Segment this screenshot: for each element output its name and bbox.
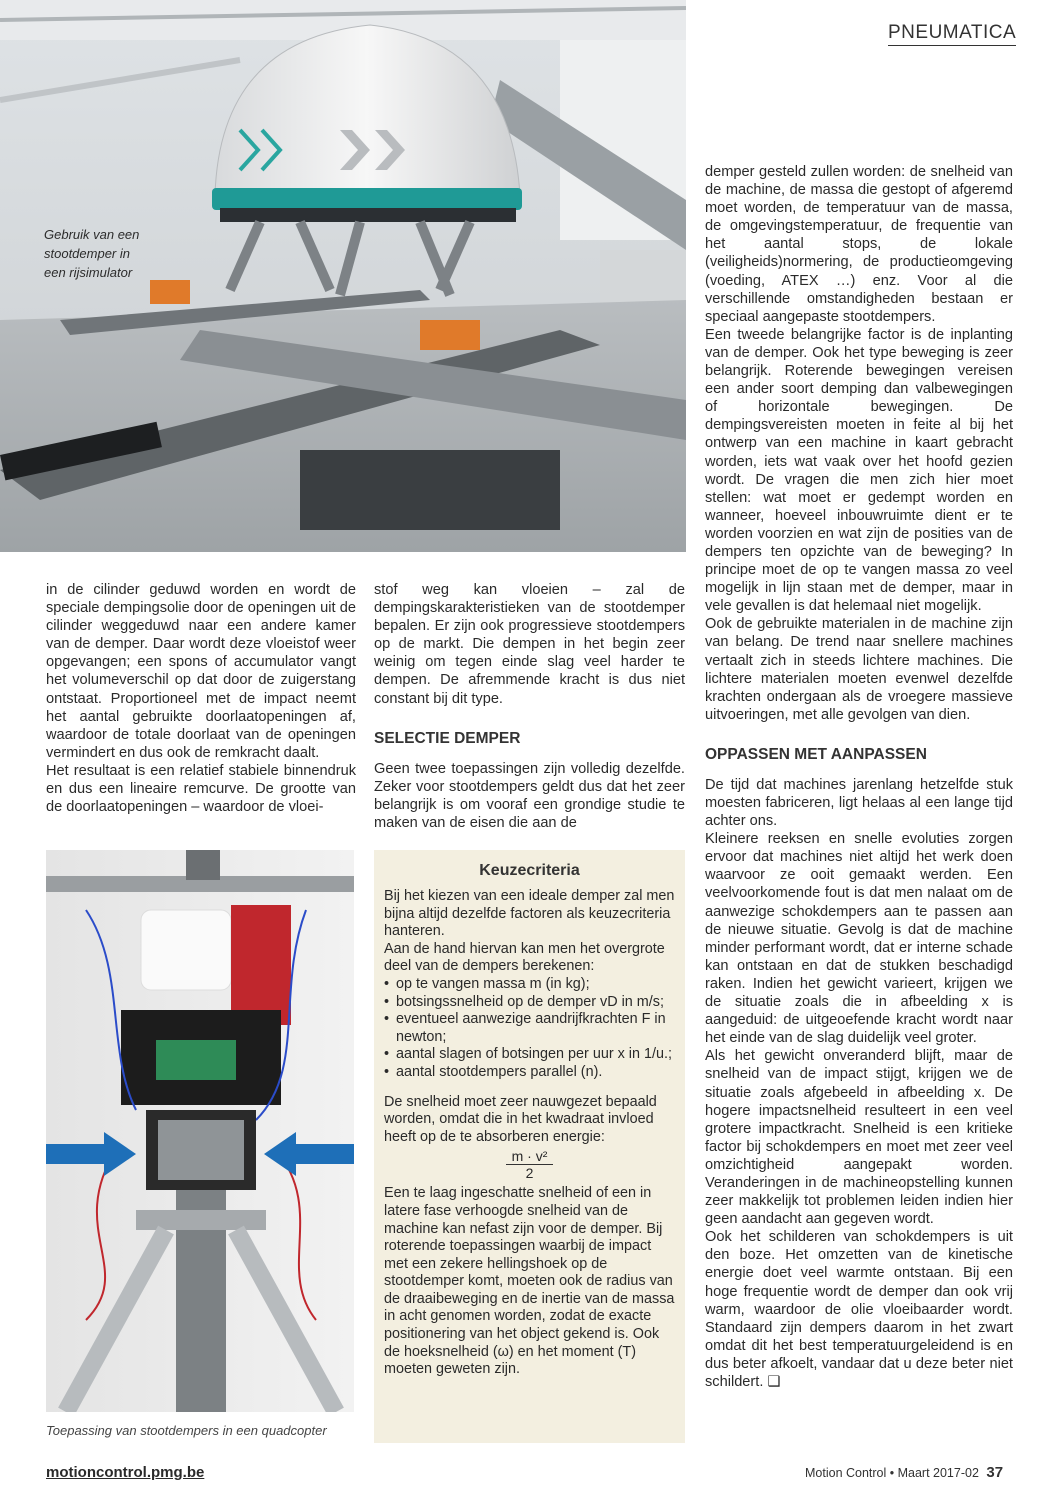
paragraph: stof weg kan vloeien – zal de dempingskarakteristieken van de stootdemper bepalen. Er zijn ook progressieve stootdempers op de markt. Die dempen in het begin zeer weinig om tegen einde slag veel harder te dempen. De afremmende kracht is dus niet constant bij dit type.: [374, 582, 685, 707]
paragraph: Het resultaat is een relatief stabiele binnendruk en dus een lineaire remcurve. De grootte van de doorlaatopeningen – waardoor de vloei-: [46, 762, 356, 816]
criteria-item: • aantal slagen of botsingen per uur x in 1/u.;: [384, 1046, 675, 1064]
publication-info: Motion Control • Maart 2017-02: [805, 1466, 979, 1480]
paragraph: [705, 1228, 1013, 1391]
top-photo-caption: Gebruik van een stootdemper in een rijsimulator: [44, 227, 140, 280]
box-paragraph: Bij het kiezen van een ideale demper zal men bijna altijd dezelfde factoren als keuzecriteria hanteren.: [384, 888, 675, 940]
keuzecriteria-box: [374, 850, 685, 1443]
section-heading: OPPASSEN MET AANPASSEN: [705, 745, 927, 763]
formula-denominator: 2: [525, 1165, 534, 1182]
box-paragraph: De snelheid moet zeer nauwgezet bepaald worden, omdat die in het kwadraat invloed heeft op de te absorberen energie:: [384, 1093, 657, 1145]
paragraph: Kleinere reeksen en snelle evoluties zorgen ervoor dat machines niet altijd het werk doen waarvoor ze ooit gemaakt werden. Een veelvoorkomende fout is dat men nalaat om de aanwezige schokdempers aan te passen aan de nieuwe situatie. Gevolg is dat de machine minder performant wordt, dat er interne schade kan ontstaan en dat de stukken beschadigd raken. Indien het gewicht varieert, krijgen we de situatie zoals die in afbeelding x is aangeduid: de uitgeoefende kracht wordt naar het einde van de slag duidelijk veel groter.: [705, 831, 1013, 1047]
paragraph: De tijd dat machines jarenlang hetzelfde stuk moesten fabriceren, ligt helaas al een lange tijd achter ons.: [705, 776, 1013, 830]
quadcopter-illustration: [46, 850, 354, 1412]
paragraph: Ook de gebruikte materialen in de machine zijn van belang. De trend naar snellere machines vertaalt zich in steeds lichtere machines. Die lichtere materialen moeten evenwel dezelfde krachten ondergaan als de vroegere massieve uitvoeringen, met alle gevolgen van dien.: [705, 616, 1013, 723]
criteria-item: • aantal stootdempers parallel (n).: [384, 1064, 675, 1082]
criteria-item: • eventueel aanwezige aandrijfkrachten F in newton;: [384, 1011, 675, 1046]
energy-formula: [384, 1148, 675, 1181]
section-label: PNEUMATICA: [888, 22, 1016, 46]
box-paragraph: Aan de hand hiervan kan men het overgrote deel van de dempers berekenen:: [384, 940, 665, 975]
box-title: Keuzecriteria: [479, 862, 580, 879]
column-1: [46, 581, 356, 816]
page-number: 37: [986, 1464, 1004, 1481]
paragraph: in de cilinder geduwd worden en wordt de speciale dempingsolie door de openingen uit de cilinder weggeduwd naar een andere kamer van de demper. Daar wordt deze vloeistof weer opgevangen; een spons of accumulator vangt het volumeverschil op dat door de zuigerstang ontstaat. Proportioneel met de impact neemt het aantal gebruikte doorlaatopeningen af, waardoor de totale doorlaat van de openingen vermindert en dus ook de remkracht daalt.: [46, 582, 356, 761]
paragraph-text: Ook het schilderen van schokdempers is uit den boze. Het omzetten van de kinetische energie doet veel warmte ontstaan. Bij een hoge frequentie wordt de demper dan ook vrij warm, waardoor de olie vloeibaarder wordt. Standaard zijn dempers daarom in het zwart omdat dit het best temperatuurgeleidend is en dus beter afkoelt, vandaar dat u deze beter niet schildert.: [705, 1229, 1013, 1390]
footer-publication: [805, 1464, 1003, 1481]
paragraph: Als het gewicht onveranderd blijft, maar de snelheid van de impact stijgt, krijgen we de situatie zoals afgebeeld in afbeelding x. De hogere impactsnelheid resulteert in een veel grotere impactkracht. Snelheid is een kritieke factor bij schokdempers en moet met zeer veel omzichtigheid aangepakt worden. Veranderingen in de machineopstelling kunnen zeer makkelijk tot problemen leiden indien hier geen aandacht aan gegeven wordt.: [705, 1048, 1013, 1228]
formula-numerator: m · v²: [506, 1148, 554, 1165]
paragraph: Geen twee toepassingen zijn volledig dezelfde. Zeker voor stootdempers geldt dus dat het zeer belangrijk is om vooraf een grondige studie te maken van de eisen die aan de: [374, 760, 685, 831]
quadcopter-photo: [46, 850, 354, 1412]
paragraph: Een tweede belangrijke factor is de inplanting van de demper. Ook het type beweging is zeer belangrijk. Roterende bewegingen vereisen een ander soort demping dan valbewegingen of horizontale bewegingen. De dempingsvereisten moeten in feite al bij het ontwerp van een machine in kaart gebracht worden, iets wat vaak over het hoofd gezien wordt. De vragen die men zich hier moet stellen: wat moet er gedempt worden en wanneer, hoeveel inbouwruimte dient er te worden voorzien en wat zijn de posities van de dempers ten opzichte van de beweging? In principe moet de op te vangen massa zo veel mogelijk in lijn staan met de demper, maar in vele gevallen is dat helemaal niet mogelijk.: [705, 326, 1013, 615]
footer-url-link[interactable]: motioncontrol.pmg.be: [46, 1464, 205, 1481]
box-paragraph: Een te laag ingeschatte snelheid of een in latere fase verhoogde snelheid van de machine kan nefast zijn voor de demper. Bij roterende toepassingen waarbij de impact met een zekere hellingshoek op de stootdemper komt, moeten ook de radius van de draaibeweging en de inertie van de massa in acht genomen worden, zodat de exacte positionering van het object gekend is. Ook de hoeksnelheid (ω) en het moment (T) moeten geweten zijn.: [384, 1185, 675, 1378]
criteria-item: • op te vangen massa m (in kg);: [384, 976, 675, 994]
bottom-photo-caption: Toepassing van stootdempers in een quadcopter: [46, 1423, 327, 1438]
column-3: [705, 163, 1013, 1391]
criteria-item: • botsingssnelheid op de demper vD in m/s;: [384, 994, 675, 1012]
paragraph: demper gesteld zullen worden: de snelheid van de machine, de massa die gestopt of afgeremd moet worden, de temperatuur van de massa, de omgevingstemperatuur, de frequentie van het aantal stops, de lokale (veiligheids)normering, de productieomgeving (voeding, ATEX …) enz. Voor al die verschillende omstandigheden bestaan er speciaal aangepaste stootdempers.: [705, 164, 1013, 325]
column-2: [374, 581, 685, 832]
criteria-list: [384, 976, 675, 1082]
section-heading: SELECTIE DEMPER: [374, 729, 521, 747]
end-mark: ❑: [767, 1374, 781, 1390]
